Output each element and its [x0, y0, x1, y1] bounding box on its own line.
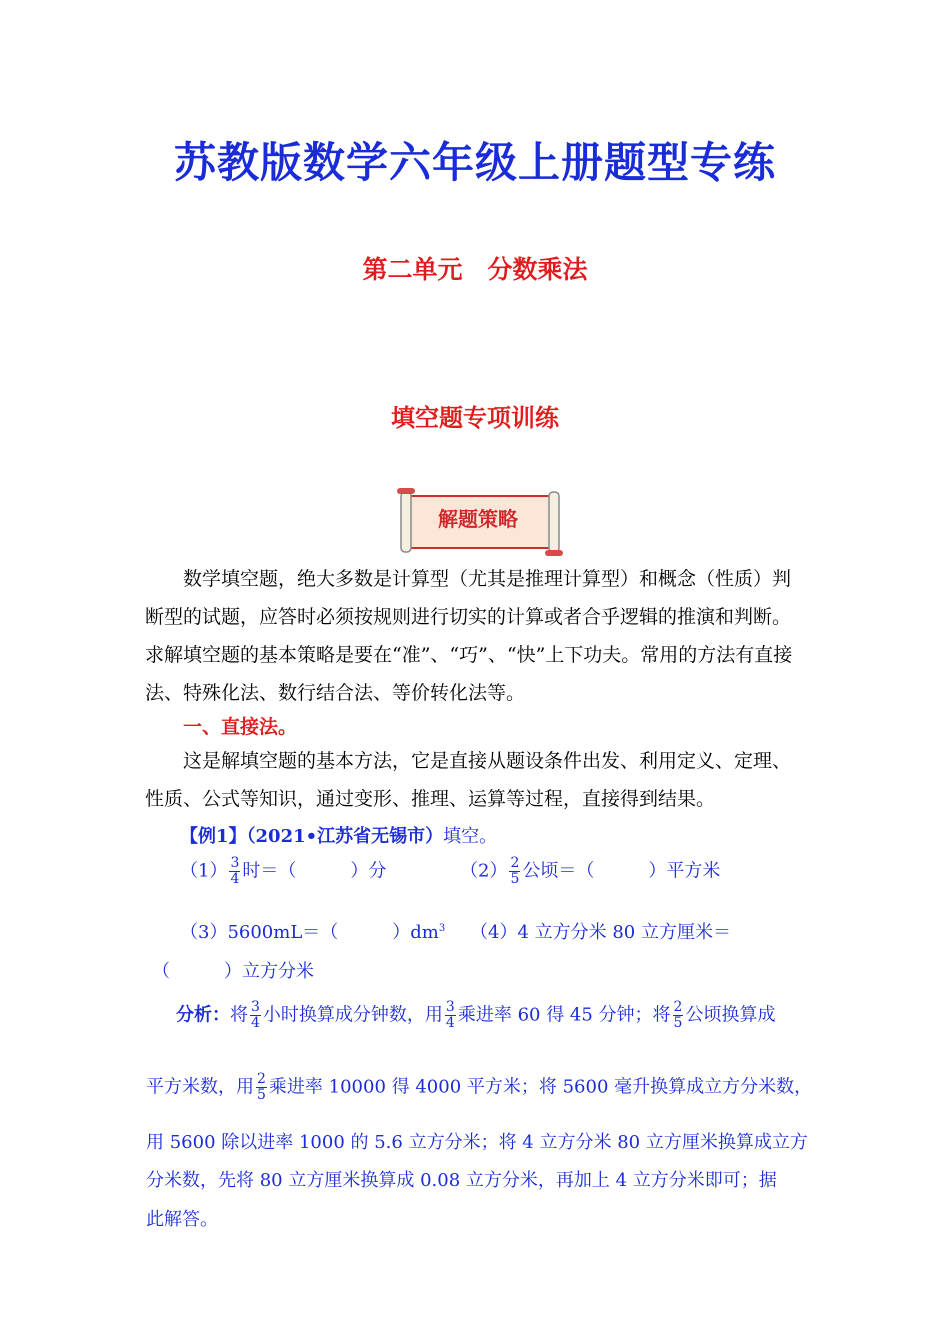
question-4-cont: （ ）立方分米 — [152, 961, 314, 982]
section-subtitle: 填空题专项训练 — [391, 403, 559, 432]
analysis-fraction: $\frac{3}{4}$ — [445, 999, 455, 1031]
example-heading — [180, 822, 497, 848]
section-heading-direct: 一、直接法。 — [183, 716, 298, 738]
analysis-line-3: 用 5600 除以进率 1000 的 5.6 立方分米；将 4 立方分米 80 立方厘米换算成立方 — [146, 1132, 808, 1153]
analysis-fraction: $\frac{2}{5}$ — [673, 999, 683, 1031]
unit-heading: 第二单元 分数乘法 — [362, 255, 588, 284]
page-title: 苏教版数学六年级上册题型专练 — [173, 138, 776, 187]
question-4: （4）4 立方分米 80 立方厘米＝ — [470, 922, 731, 943]
q1-fraction: $\frac{3}{4}$ — [230, 855, 240, 887]
q2-fraction: $\frac{2}{5}$ — [510, 855, 520, 887]
analysis-line-1: 分析：将 $\frac{3}{4}$ 小时换算成分钟数，用 $\frac{3}{4}$ 乘进率 60 得 45 分钟；将 $\frac{2}{5}$ 公顷换算成 — [176, 999, 776, 1031]
analysis-fraction: $\frac{3}{4}$ — [251, 999, 260, 1031]
q2-pre: （2） — [460, 860, 508, 882]
example-label: 【例1】（2021•江苏省无锡市） — [180, 826, 444, 847]
analysis-line-5: 此解答。 — [146, 1209, 218, 1230]
section-paragraph: 这是解填空题的基本方法，它是直接从题设条件出发、利用定义、定理、性质、公式等知识，通过变形、推理、运算等过程，直接得到结果。 — [145, 750, 792, 810]
analysis-line-4: 分米数，先将 80 立方厘米换算成 0.08 立方分米，再加上 4 立方分米即可；据 — [146, 1170, 777, 1191]
analysis-label: 分析： — [176, 1004, 230, 1026]
q1-pre: （1） — [180, 860, 228, 882]
example-tail: 填空。 — [443, 826, 498, 847]
analysis-fraction: $\frac{2}{5}$ — [257, 1071, 266, 1103]
question-2 — [460, 856, 720, 887]
intro-paragraph: 数学填空题，绝大多数是计算型（尤其是推理计算型）和概念（性质）判断型的试题，应答时必须按规则进行切实的计算或者合乎逻辑的推演和判断。求解填空题的基本策略是要在“准”、“巧”、“快”上下功夫。常用的方法有直接法、特殊化法、数行结合法、等价转化法等。 — [145, 568, 793, 704]
scroll-label: 解题策略 — [438, 507, 518, 531]
question-1 — [180, 856, 386, 887]
q1-post: 时＝（ ）分 — [242, 860, 387, 882]
q2-post: 公顷＝（ ）平方米 — [522, 860, 721, 882]
question-3: （3）5600mL＝（ ）$dm^3$ — [180, 922, 446, 943]
analysis-line-2: 平方米数，用 $\frac{2}{5}$ 乘进率 10000 得 4000 平方米；将 5600 毫升换算成立方分米数， — [146, 1071, 813, 1103]
